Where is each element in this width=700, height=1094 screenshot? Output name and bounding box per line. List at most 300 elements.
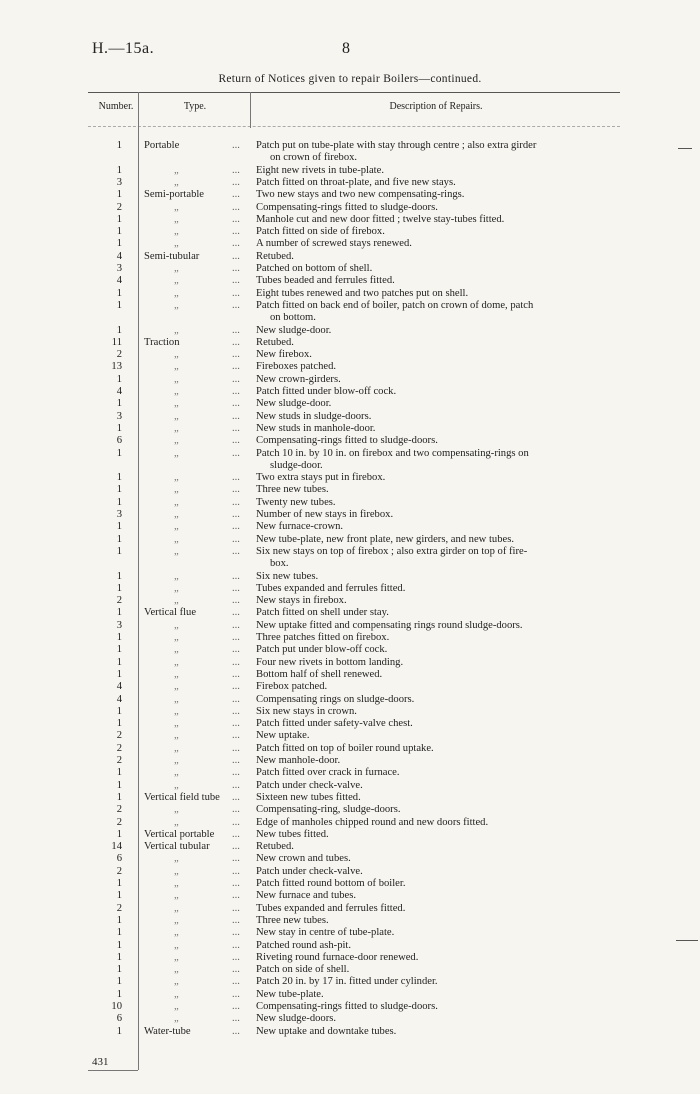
row-type: „: [174, 976, 179, 988]
row-number: 1: [116, 632, 122, 643]
row-number: 1: [116, 287, 122, 299]
row-description: [256, 177, 618, 189]
row-number: 1: [116, 422, 122, 434]
leader-dots: ...: [232, 779, 240, 791]
row-description-text: Eight new rivets in tube-plate.: [256, 164, 384, 176]
total-number: 431: [92, 1056, 109, 1068]
row-description: [256, 1013, 618, 1025]
row-number: 1: [116, 718, 122, 730]
leader-dots: ...: [232, 755, 240, 766]
row-number: 2: [116, 201, 122, 213]
row-number: 4: [116, 275, 122, 287]
row-description: [256, 878, 618, 890]
row-description-text: Three patches fitted on firebox.: [256, 632, 390, 643]
row-description-text: A number of screwed stays renewed.: [256, 238, 412, 250]
table-title: Return of Notices given to repair Boilers—continued.: [218, 73, 482, 85]
row-type: „: [174, 349, 179, 361]
column-divider-number: [138, 92, 139, 1070]
row-description: [256, 448, 618, 473]
row-description-text: New firebox.: [256, 349, 312, 361]
row-description-text: Twenty new tubes.: [256, 496, 336, 508]
row-number: 1: [116, 472, 122, 484]
row-description: [256, 140, 618, 165]
header-rule-top: [88, 92, 620, 93]
row-type: „: [174, 755, 179, 766]
row-type: „: [174, 533, 179, 545]
row-description-text: Sixteen new tubes fitted.: [256, 791, 361, 803]
row-description-text: Patch under check-valve.: [256, 865, 363, 877]
leader-dots: ...: [232, 386, 240, 397]
row-description: [256, 484, 618, 496]
row-number: 3: [116, 619, 122, 631]
leader-dots: ...: [232, 595, 240, 607]
row-description: [256, 497, 618, 509]
row-number: 1: [116, 164, 122, 176]
row-description: [256, 1026, 618, 1038]
row-number: 2: [116, 755, 122, 766]
row-type: Vertical flue: [144, 607, 197, 619]
row-description-text: New sludge-door.: [256, 324, 332, 336]
row-description: [256, 669, 618, 681]
row-description-text: Compensating-rings fitted to sludge-doors.: [256, 1001, 438, 1012]
leader-dots: ...: [232, 176, 240, 188]
row-description-text: Six new stays on top of firebox ; also extra girder on top of fire-: [256, 545, 528, 557]
leader-dots: ...: [232, 250, 240, 262]
row-description: [256, 189, 618, 201]
row-description: [256, 964, 618, 976]
row-description: [256, 509, 618, 521]
row-description-text: Patch 20 in. by 17 in. fitted under cylinder.: [256, 976, 438, 988]
leader-dots: ...: [232, 853, 240, 865]
row-type: „: [174, 263, 179, 274]
leader-dots: ...: [232, 865, 240, 877]
row-description-text: Edge of manholes chipped round and new doors fitted.: [256, 816, 489, 828]
row-description-text: New crown-girders.: [256, 373, 341, 385]
row-number: 2: [116, 804, 122, 816]
leader-dots: ...: [232, 472, 240, 484]
row-description: [256, 792, 618, 804]
row-description-text: Number of new stays in firebox.: [256, 509, 394, 520]
row-description-text: New uptake fitted and compensating rings round sludge-doors.: [256, 619, 523, 631]
row-description-text: Patch fitted on top of boiler round uptake.: [256, 742, 434, 754]
row-description: [256, 853, 618, 865]
document-code: H.—15a.: [92, 40, 155, 57]
row-type: „: [174, 644, 179, 656]
row-description: [256, 165, 618, 177]
row-description: [256, 767, 618, 779]
row-description: [256, 202, 618, 214]
row-description-text: Six new stays in crown.: [256, 705, 357, 717]
row-description: [256, 238, 618, 250]
row-number: 13: [111, 361, 122, 373]
row-description: [256, 546, 618, 571]
row-type: „: [174, 804, 179, 816]
row-description-text: Compensating rings on sludge-doors.: [256, 693, 415, 705]
row-type: „: [174, 164, 179, 176]
row-number: 1: [116, 533, 122, 545]
leader-dots: ...: [232, 939, 240, 951]
row-type: „: [174, 853, 179, 865]
row-type: „: [174, 324, 179, 336]
leader-dots: ...: [232, 324, 240, 336]
row-description: [256, 817, 618, 829]
row-description-text: Tubes expanded and ferrules fitted.: [256, 582, 406, 594]
row-description: [256, 890, 618, 902]
row-description: [256, 374, 618, 386]
row-description: [256, 644, 618, 656]
row-number: 3: [116, 410, 122, 422]
total-rule: [88, 1070, 138, 1071]
leader-dots: ...: [232, 164, 240, 176]
leader-dots: ...: [232, 804, 240, 816]
leader-dots: ...: [232, 373, 240, 385]
leader-dots: ...: [232, 509, 240, 520]
row-description-text: Patch fitted over crack in furnace.: [256, 767, 400, 779]
row-number: 2: [116, 595, 122, 607]
row-type: „: [174, 767, 179, 779]
leader-dots: ...: [232, 632, 240, 643]
leader-dots: ...: [232, 336, 240, 348]
leader-dots: ...: [232, 791, 240, 803]
row-type: „: [174, 964, 179, 976]
row-description: [256, 989, 618, 1001]
row-description-text: Fireboxes patched.: [256, 361, 337, 373]
row-description-text: New sludge-doors.: [256, 1013, 337, 1025]
row-type: „: [174, 927, 179, 939]
row-description-text: New tube-plate, new front plate, new girders, and new tubes.: [256, 533, 514, 545]
row-type: Semi-tubular: [144, 250, 200, 262]
row-type: Portable: [144, 140, 180, 151]
leader-dots: ...: [232, 533, 240, 545]
row-type: „: [174, 213, 179, 225]
row-type: Traction: [144, 336, 180, 348]
leader-dots: ...: [232, 1025, 240, 1037]
row-type: „: [174, 484, 179, 496]
row-number: 1: [116, 521, 122, 533]
row-description: [256, 571, 618, 583]
row-description: [256, 263, 618, 275]
leader-dots: ...: [232, 902, 240, 914]
row-number: 1: [116, 951, 122, 963]
row-description-text: Retubed.: [256, 841, 294, 853]
row-type: „: [174, 582, 179, 594]
margin-mark: [676, 940, 698, 941]
row-description-text: Patch put under blow-off cock.: [256, 644, 388, 656]
row-type: „: [174, 742, 179, 754]
row-description: [256, 386, 618, 398]
row-description: [256, 915, 618, 927]
row-description: [256, 472, 618, 484]
row-description-text: New crown and tubes.: [256, 853, 351, 865]
leader-dots: ...: [232, 644, 240, 656]
leader-dots: ...: [232, 730, 240, 742]
leader-dots: ...: [232, 607, 240, 619]
row-type: „: [174, 816, 179, 828]
row-description: [256, 657, 618, 669]
row-description: [256, 632, 618, 644]
row-description: [256, 620, 618, 632]
row-description-text: Compensating-rings fitted to sludge-doors.: [256, 201, 438, 213]
row-number: 1: [116, 570, 122, 582]
row-number: 1: [116, 398, 122, 410]
row-description-text: Patched round ash-pit.: [256, 939, 352, 951]
row-description: [256, 275, 618, 287]
row-number: 3: [116, 176, 122, 188]
row-type: „: [174, 693, 179, 705]
row-description-text: Patch fitted on throat-plate, and five new stays.: [256, 176, 456, 188]
row-type: „: [174, 435, 179, 447]
leader-dots: ...: [232, 213, 240, 225]
row-type: „: [174, 496, 179, 508]
row-number: 1: [116, 1025, 122, 1037]
row-description-text: Bottom half of shell renewed.: [256, 668, 383, 680]
row-description-text: Retubed.: [256, 250, 294, 262]
row-description-text: Six new tubes.: [256, 570, 319, 582]
row-description: [256, 706, 618, 718]
row-number: 6: [116, 1013, 122, 1025]
row-description: [256, 521, 618, 533]
leader-dots: ...: [232, 410, 240, 422]
row-description-text: Retubed.: [256, 336, 294, 348]
row-description: [256, 251, 618, 263]
page-number: 8: [342, 40, 350, 57]
row-number: 11: [111, 336, 122, 348]
row-type: „: [174, 386, 179, 397]
row-number: 1: [116, 324, 122, 336]
leader-dots: ...: [232, 816, 240, 828]
leader-dots: ...: [232, 656, 240, 668]
row-description-text: New furnace-crown.: [256, 521, 344, 533]
leader-dots: ...: [232, 521, 240, 533]
row-number: 2: [116, 816, 122, 828]
row-description-text: New manhole-door.: [256, 755, 341, 766]
row-description: [256, 940, 618, 952]
row-type: „: [174, 681, 179, 693]
row-description: [256, 952, 618, 964]
row-description: [256, 583, 618, 595]
row-number: 1: [116, 373, 122, 385]
row-type: „: [174, 705, 179, 717]
row-type: „: [174, 1013, 179, 1025]
row-description: [256, 435, 618, 447]
row-type: „: [174, 226, 179, 238]
row-description: [256, 829, 618, 841]
row-number: 14: [111, 841, 122, 853]
row-description-text: Patch fitted round bottom of boiler.: [256, 878, 406, 889]
row-description-continuation: sludge-door.: [270, 459, 323, 471]
row-description-text: New studs in sludge-doors.: [256, 410, 372, 422]
row-type: „: [174, 373, 179, 385]
row-type: „: [174, 361, 179, 373]
row-type: „: [174, 287, 179, 299]
leader-dots: ...: [232, 287, 240, 299]
row-type: „: [174, 878, 179, 889]
row-description: [256, 349, 618, 361]
row-description-text: New stays in firebox.: [256, 595, 347, 607]
row-description-text: Three new tubes.: [256, 484, 329, 496]
row-number: 1: [116, 988, 122, 1000]
row-description-text: Patch fitted on shell under stay.: [256, 607, 389, 619]
row-number: 1: [116, 213, 122, 225]
row-type: „: [174, 398, 179, 410]
row-description: [256, 325, 618, 337]
row-number: 1: [116, 791, 122, 803]
row-type: „: [174, 410, 179, 422]
row-description-text: Four new rivets in bottom landing.: [256, 656, 404, 668]
row-description-text: Patch fitted under safety-valve chest.: [256, 718, 413, 730]
row-type: „: [174, 865, 179, 877]
column-header-number: Number.: [98, 101, 134, 112]
leader-dots: ...: [232, 964, 240, 976]
leader-dots: ...: [232, 226, 240, 238]
leader-dots: ...: [232, 496, 240, 508]
leader-dots: ...: [232, 299, 240, 311]
row-description-text: Manhole cut and new door fitted ; twelve stay-tubes fitted.: [256, 213, 505, 225]
row-number: 2: [116, 730, 122, 742]
row-number: 1: [116, 939, 122, 951]
row-type: „: [174, 902, 179, 914]
row-number: 1: [116, 644, 122, 656]
row-type: „: [174, 176, 179, 188]
row-type: „: [174, 988, 179, 1000]
row-description: [256, 361, 618, 373]
leader-dots: ...: [232, 275, 240, 287]
row-type: „: [174, 595, 179, 607]
row-description-text: New uptake and downtake tubes.: [256, 1025, 397, 1037]
row-type: „: [174, 509, 179, 520]
row-description-text: Patch 10 in. by 10 in. on firebox and two compensating-rings on: [256, 447, 529, 459]
row-type: „: [174, 521, 179, 533]
leader-dots: ...: [232, 705, 240, 717]
row-description-continuation: on crown of firebox.: [270, 152, 358, 164]
row-description: [256, 411, 618, 423]
row-number: 1: [116, 496, 122, 508]
row-type: „: [174, 939, 179, 951]
row-description: [256, 288, 618, 300]
row-description-text: Two extra stays put in firebox.: [256, 472, 386, 484]
row-type: „: [174, 656, 179, 668]
row-number: 1: [116, 484, 122, 496]
row-type: „: [174, 447, 179, 459]
leader-dots: ...: [232, 189, 240, 201]
row-description: [256, 903, 618, 915]
row-description: [256, 841, 618, 853]
row-description: [256, 607, 618, 619]
row-description: [256, 1001, 618, 1013]
row-number: 1: [116, 238, 122, 250]
leader-dots: ...: [232, 619, 240, 631]
row-number: 1: [116, 914, 122, 926]
leader-dots: ...: [232, 422, 240, 434]
row-type: „: [174, 779, 179, 791]
row-type: Water-tube: [144, 1025, 191, 1037]
row-type: „: [174, 890, 179, 902]
row-number: 1: [116, 656, 122, 668]
row-number: 4: [116, 250, 122, 262]
leader-dots: ...: [232, 263, 240, 274]
leader-dots: ...: [232, 927, 240, 939]
leader-dots: ...: [232, 668, 240, 680]
row-number: 1: [116, 767, 122, 779]
leader-dots: ...: [232, 570, 240, 582]
row-number: 6: [116, 435, 122, 447]
row-type: Semi-portable: [144, 189, 205, 201]
row-number: 1: [116, 927, 122, 939]
leader-dots: ...: [232, 582, 240, 594]
row-description-text: New uptake.: [256, 730, 310, 742]
leader-dots: ...: [232, 878, 240, 889]
leader-dots: ...: [232, 398, 240, 410]
row-number: 1: [116, 705, 122, 717]
leader-dots: ...: [232, 693, 240, 705]
row-description-continuation: on bottom.: [270, 312, 316, 324]
column-header-type: Type.: [183, 101, 207, 112]
row-number: 3: [116, 263, 122, 274]
row-number: 1: [116, 226, 122, 238]
row-description: [256, 976, 618, 988]
row-type: „: [174, 201, 179, 213]
row-type: „: [174, 718, 179, 730]
row-type: „: [174, 275, 179, 287]
row-number: 1: [116, 828, 122, 840]
row-description: [256, 730, 618, 742]
row-description-text: New furnace and tubes.: [256, 890, 357, 902]
row-description-text: Patch put on tube-plate with stay through centre ; also extra girder: [256, 140, 537, 151]
row-type: „: [174, 951, 179, 963]
row-number: 1: [116, 964, 122, 976]
row-description: [256, 866, 618, 878]
row-number: 1: [116, 607, 122, 619]
row-number: 1: [116, 668, 122, 680]
column-header-description: Description of Repairs.: [389, 101, 483, 112]
row-description: [256, 398, 618, 410]
row-number: 1: [116, 890, 122, 902]
leader-dots: ...: [232, 828, 240, 840]
leader-dots: ...: [232, 447, 240, 459]
row-type: „: [174, 299, 179, 311]
leader-dots: ...: [232, 238, 240, 250]
row-number: 4: [116, 681, 122, 693]
row-description: [256, 214, 618, 226]
row-description: [256, 755, 618, 767]
row-description-continuation: box.: [270, 558, 289, 570]
row-description: [256, 927, 618, 939]
row-description: [256, 743, 618, 755]
row-number: 2: [116, 865, 122, 877]
row-type: „: [174, 472, 179, 484]
row-description-text: New tubes fitted.: [256, 828, 329, 840]
row-description-text: Tubes expanded and ferrules fitted.: [256, 902, 406, 914]
row-number: 1: [116, 545, 122, 557]
row-type: Vertical portable: [144, 828, 215, 840]
row-description: [256, 337, 618, 349]
row-type: „: [174, 668, 179, 680]
leader-dots: ...: [232, 890, 240, 902]
row-description-text: Patched on bottom of shell.: [256, 263, 373, 274]
header-rule-bottom: [88, 126, 620, 127]
row-description: [256, 681, 618, 693]
row-number: 1: [116, 447, 122, 459]
row-description-text: Eight tubes renewed and two patches put on shell.: [256, 287, 469, 299]
row-number: 1: [116, 140, 122, 151]
row-number: 10: [111, 1001, 122, 1012]
leader-dots: ...: [232, 1001, 240, 1012]
row-type: „: [174, 914, 179, 926]
row-description: [256, 534, 618, 546]
row-type: „: [174, 570, 179, 582]
row-description-text: New stay in centre of tube-plate.: [256, 927, 395, 939]
row-description-text: Firebox patched.: [256, 681, 328, 693]
